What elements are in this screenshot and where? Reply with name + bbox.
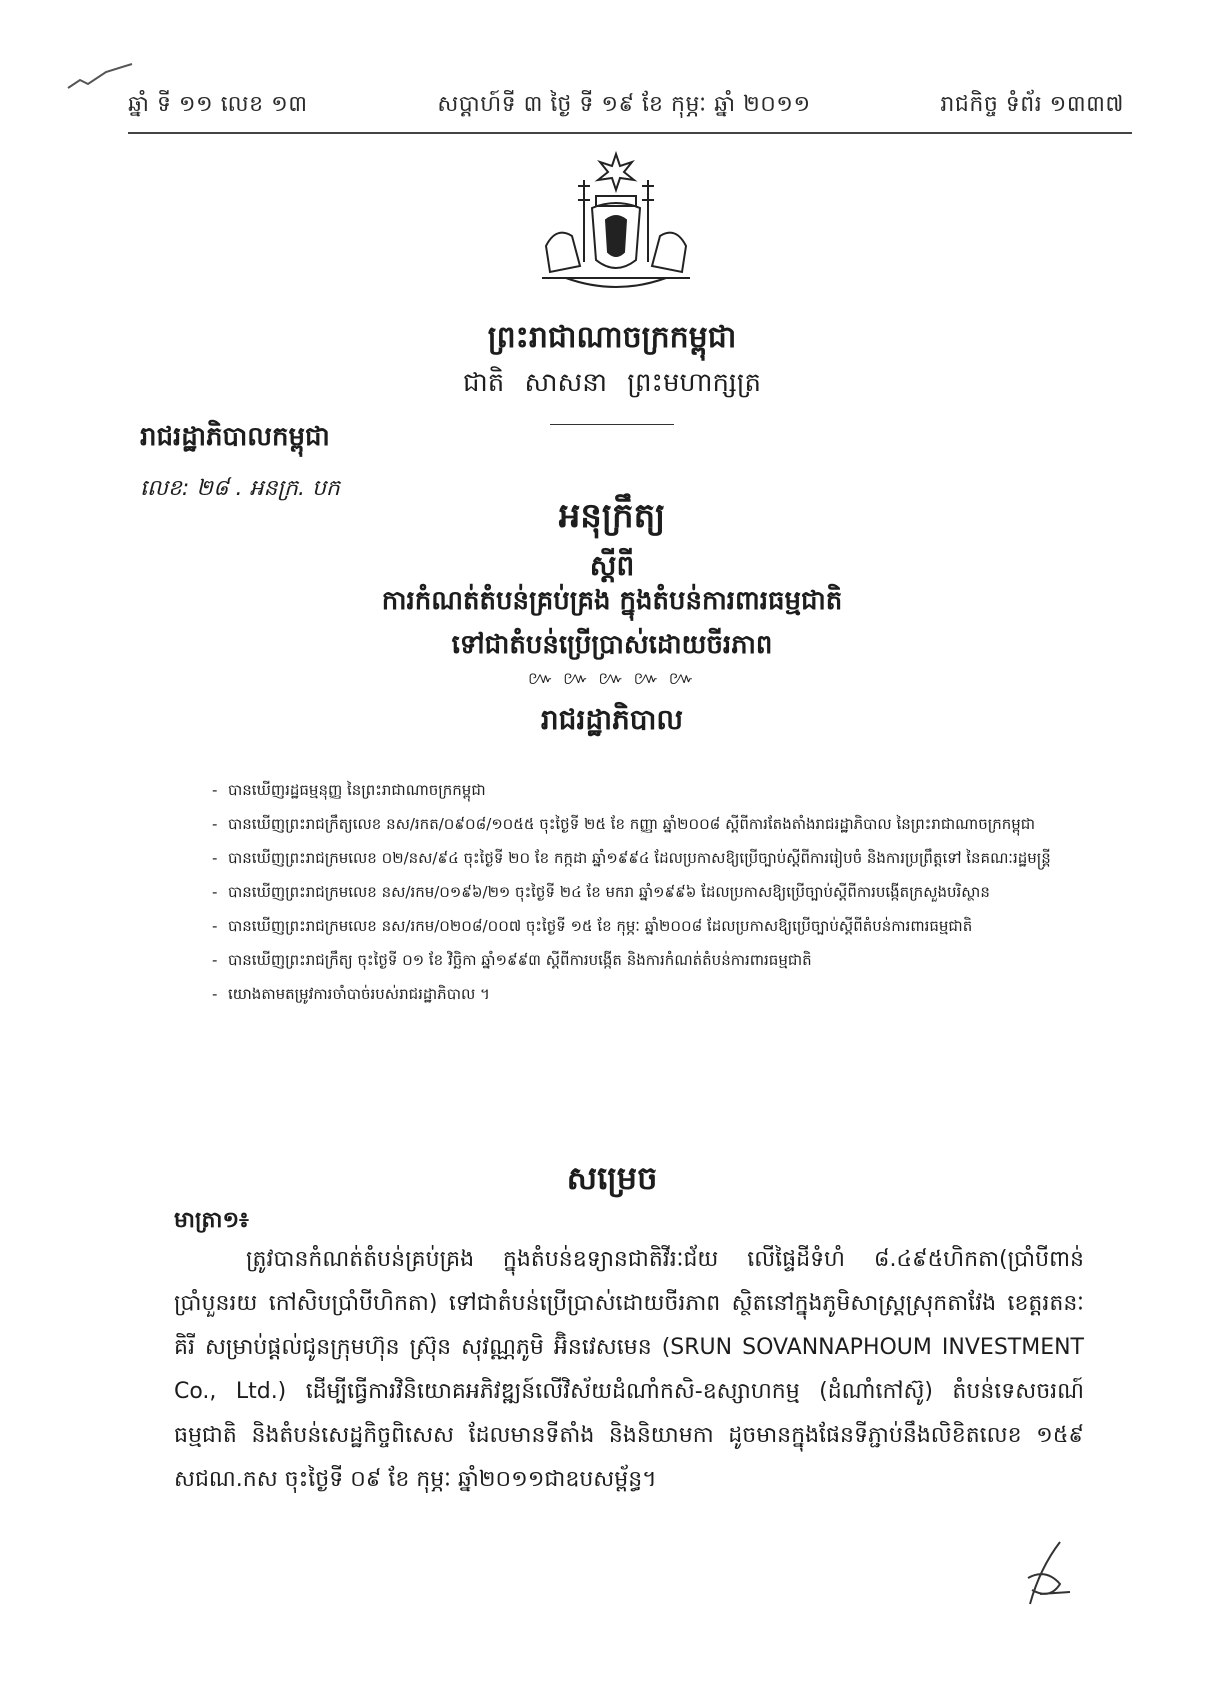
ornament-divider: ៚ ៚ ៚ ៚ ៚	[527, 668, 697, 689]
initials-signature-icon	[1010, 1538, 1080, 1608]
preamble-item: - បានឃើញរដ្ឋធម្មនុញ្ញ នៃព្រះរាជាណាចក្រកម្ពុជា	[212, 775, 1084, 805]
preamble-item: - បានឃើញព្រះរាជក្រមលេខ ០២/នស/៩៤ ចុះថ្ងៃទី ២០ ខែ កក្កដា ឆ្នាំ១៩៩៤ ដែលប្រកាសឱ្យប្រើច្បាប់ស្ដីពីការរៀបចំ និងការប្រព្រឹត្តទៅ នៃគណៈរដ្ឋមន្ត្រី	[212, 843, 1084, 873]
motto-divider	[550, 424, 674, 425]
gazette-page-number: រាជកិច្ច ទំព័រ ១៣៣៧	[940, 92, 1124, 117]
article-1-label: មាត្រា១៖	[174, 1208, 249, 1233]
preamble-item: - យោងតាមតម្រូវការចាំបាច់របស់រាជរដ្ឋាភិបាល ។	[212, 979, 1084, 1009]
header-rule	[128, 132, 1132, 134]
preamble-item: - បានឃើញព្រះរាជក្រមលេខ នស/រកម/០២០៨/០០៧ ចុះថ្ងៃទី ១៥ ខែ កុម្ភៈ ឆ្នាំ២០០៨ ដែលប្រកាសឱ្យប្រើច្បាប់ស្ដីពីតំបន់ការពារធម្មជាតិ	[212, 911, 1084, 941]
national-motto: ជាតិ សាសនា ព្រះមហាក្សត្រ	[463, 368, 761, 398]
preamble-item: - បានឃើញព្រះរាជក្រឹត្យលេខ នស/រកត/០៩០៨/១០៥៥ ចុះថ្ងៃទី ២៥ ខែ កញ្ញា ឆ្នាំ២០០៨ ស្ដីពីការតែងតាំងរាជរដ្ឋាភិបាល នៃព្រះរាជាណាចក្រកម្ពុជា	[212, 809, 1084, 839]
decision-heading: សម្រេច	[566, 1159, 658, 1197]
issuer-heading: រាជរដ្ឋាភិបាល	[540, 703, 684, 736]
gazette-date: សប្ដាហ៍ទី ៣ ថ្ងៃ ទី ១៩ ខែ កុម្ភៈ ឆ្នាំ ២០១១	[437, 92, 811, 117]
preamble-item: - បានឃើញព្រះរាជក្រមលេខ នស/រកម/០១៩៦/២១ ចុះថ្ងៃទី ២៤ ខែ មករា ឆ្នាំ១៩៩៦ ដែលប្រកាសឱ្យប្រើច្បាប់ស្ដីពីការបង្កើតក្រសួងបរិស្ថាន	[212, 877, 1084, 907]
royal-emblem-icon	[536, 150, 696, 300]
document-title-line-2: ទៅជាតំបន់ប្រើប្រាស់ដោយចីរភាព	[451, 630, 773, 660]
issuing-body: រាជរដ្ឋាភិបាលកម្ពុជា	[140, 422, 330, 452]
reference-number: លេខ: ២៨ . អនក្រ. បក	[140, 476, 340, 501]
subject-label: ស្ដីពី	[589, 549, 635, 582]
pen-mark-icon	[66, 62, 136, 92]
kingdom-title: ព្រះរាជាណាចក្រកម្ពុជា	[487, 320, 737, 355]
preamble-item: - បានឃើញព្រះរាជក្រឹត្យ ចុះថ្ងៃទី ០១ ខែ វិច្ឆិកា ឆ្នាំ១៩៩៣ ស្ដីពីការបង្កើត និងការកំណត់តំបន់ការពារធម្មជាតិ	[212, 945, 1084, 975]
document-type: អនុក្រឹត្យ	[558, 496, 666, 536]
document-title-line-1: ការកំណត់តំបន់គ្រប់គ្រង ក្នុងតំបន់ការពារធម្មជាតិ	[381, 586, 843, 616]
gazette-header	[128, 90, 1124, 122]
preamble-list	[212, 775, 1084, 1013]
article-1-text: ត្រូវបានកំណត់តំបន់គ្រប់គ្រង ក្នុងតំបន់ឧទ្យានជាតិវីរៈជ័យ លើផ្ទៃដីទំហំ ៨.៤៩៥ហិកតា(ប្រាំបីពាន់ ប្រាំបួនរយ កៅសិបប្រាំបីហិកតា) ទៅជាតំបន់ប្រើប្រាស់ដោយចីរភាព ស្ថិតនៅក្នុងភូមិសាស្ត្រស្រុកតាវែង ខេត្តរតនៈគិរី សម្រាប់ផ្ដល់ជូនក្រុមហ៊ុន ស្រ៊ុន សុវណ្ណភូមិ អ៊ិនវេសមេន (SRUN SOVANNAPHOUM INVESTMENT Co., Ltd.) ដើម្បីធ្វើការវិនិយោគអភិវឌ្ឍន៍លើវិស័យដំណាំកសិ-ឧស្សាហកម្ម (ដំណាំកៅស៊ូ) តំបន់ទេសចរណ៍ធម្មជាតិ និងតំបន់សេដ្ឋកិច្ចពិសេស ដែលមានទីតាំង និងនិយាមកា ដូចមានក្នុងផែនទីភ្ជាប់នឹងលិខិតលេខ ១៥៩ សជណ.កស ចុះថ្ងៃទី ០៩ ខែ កុម្ភៈ ឆ្នាំ២០១១ជាឧបសម្ព័ន្ធ។	[174, 1247, 1084, 1492]
gazette-year-number: ឆ្នាំ ទី ១១ លេខ ១៣	[128, 92, 308, 117]
